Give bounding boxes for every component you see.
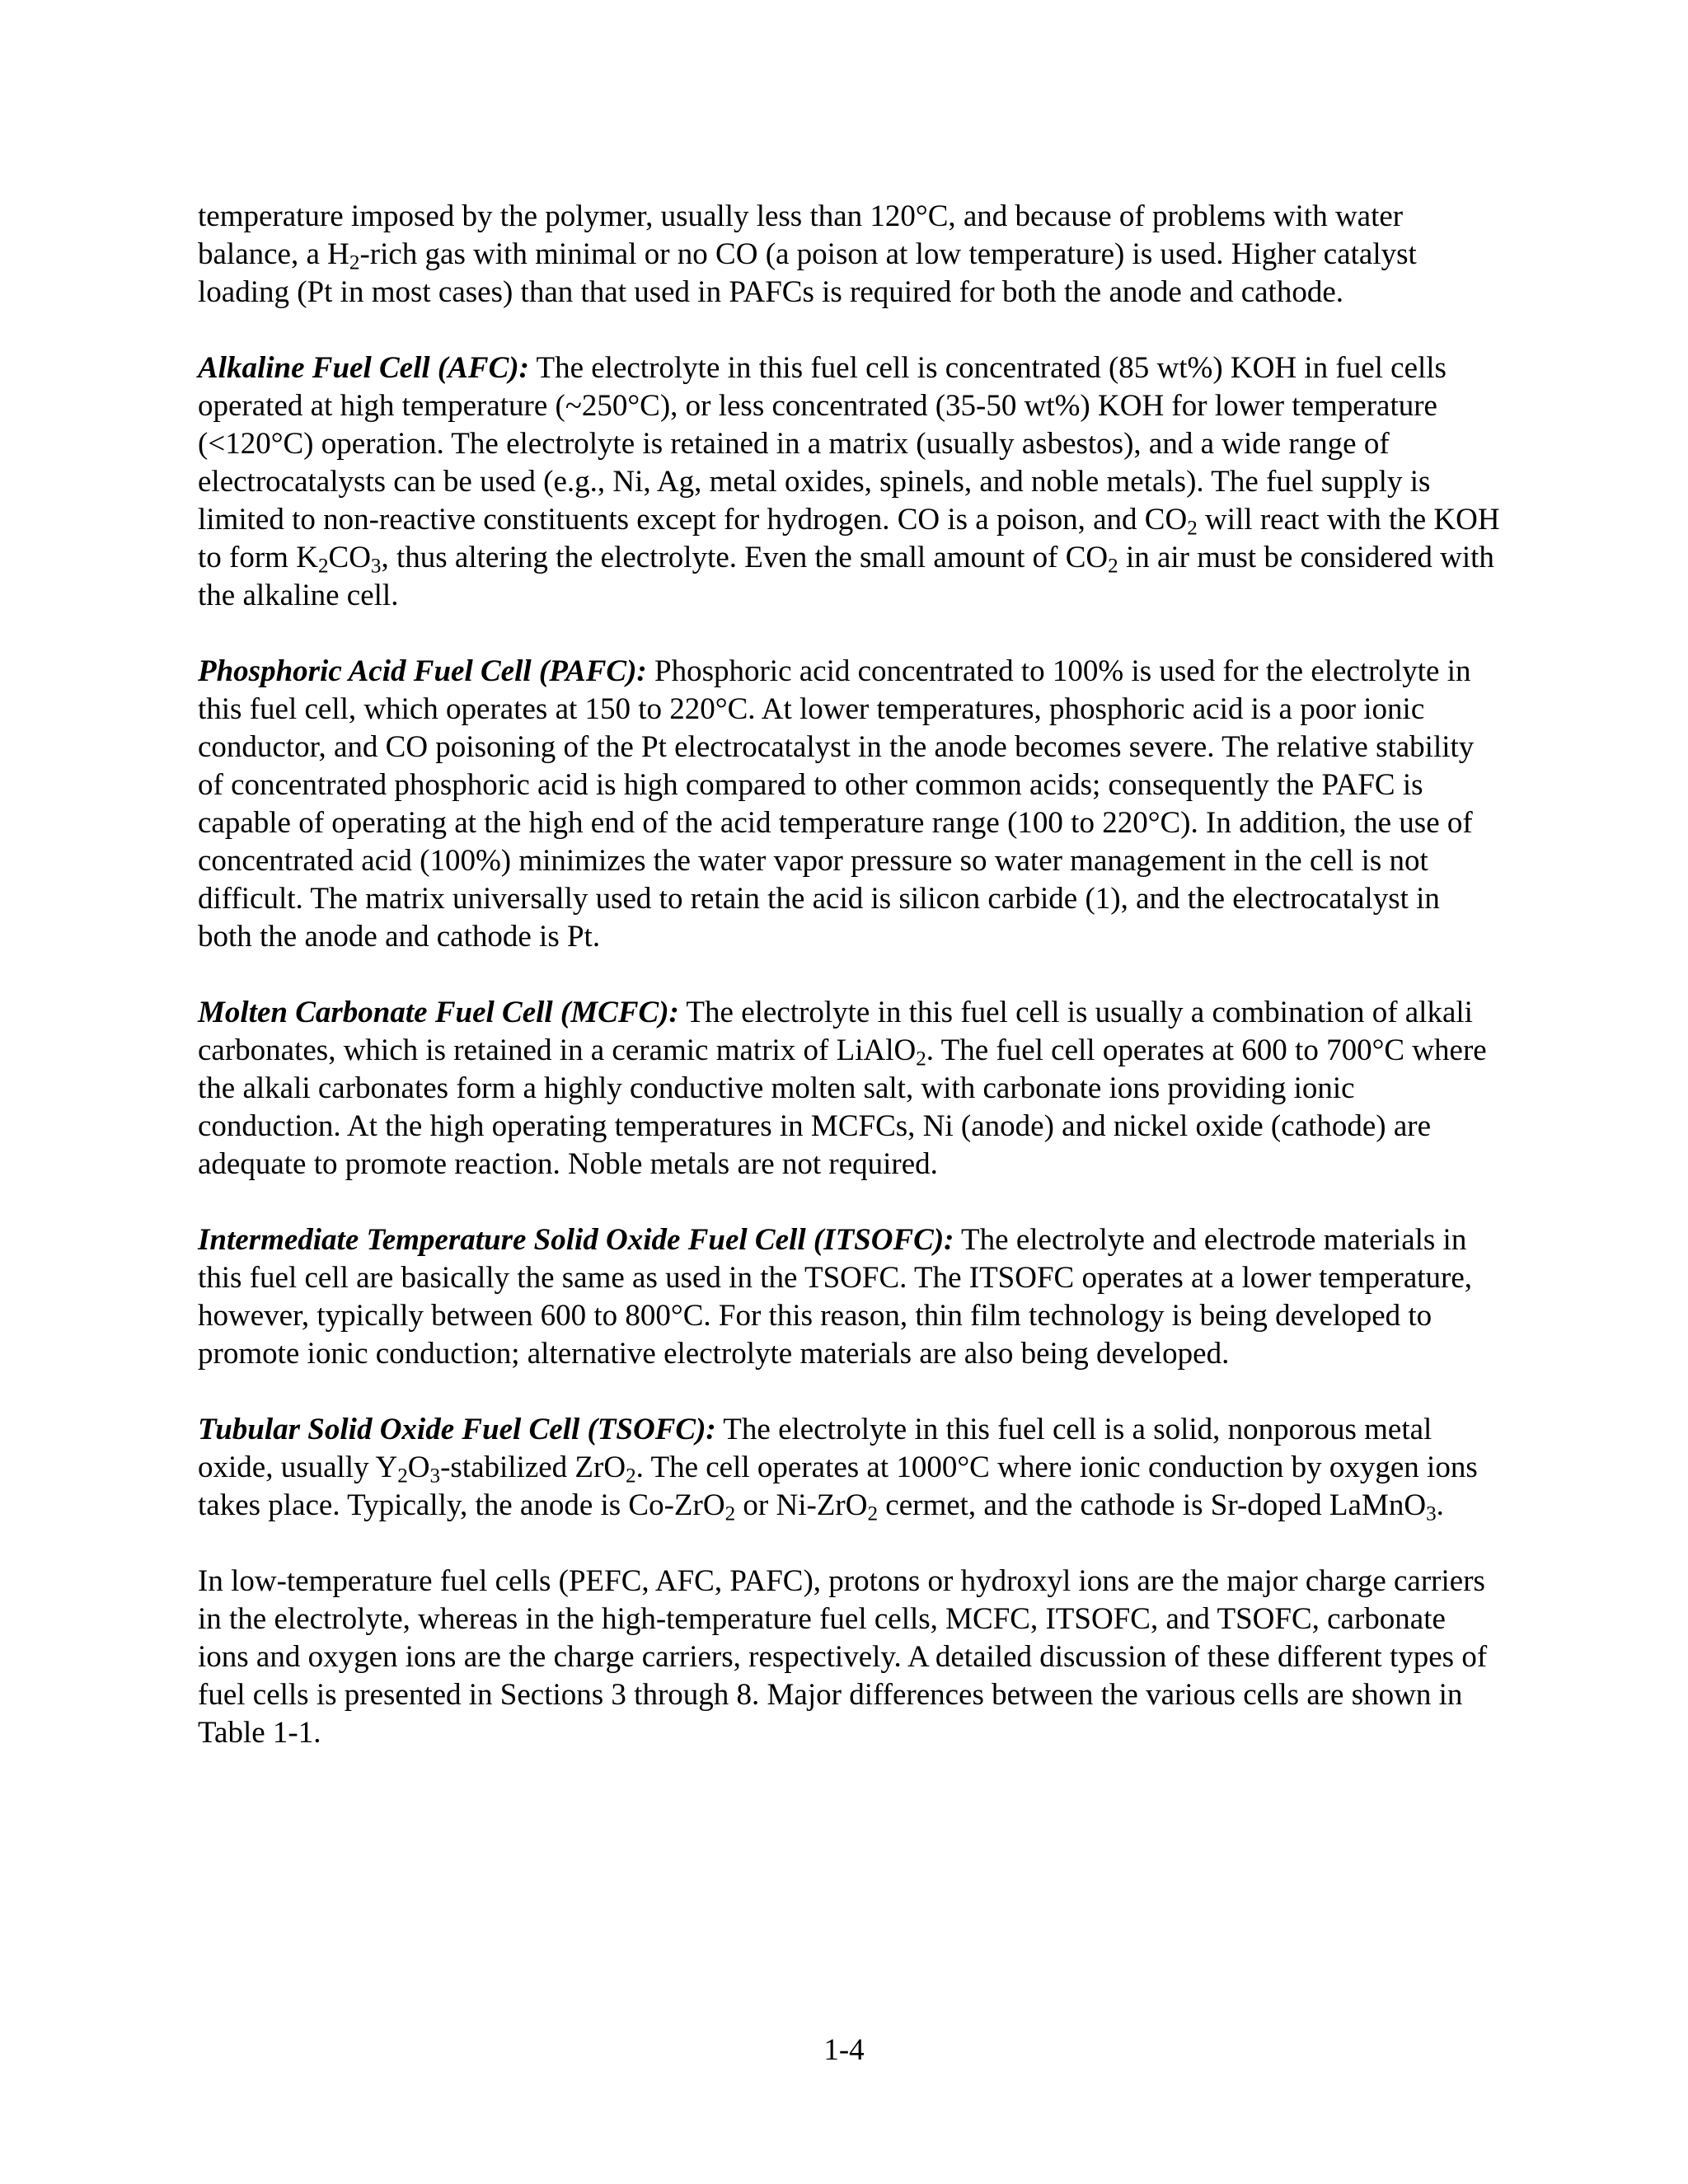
- subscript: 2: [1108, 555, 1118, 578]
- summary-paragraph: [198, 1563, 1500, 1752]
- subscript: 2: [1187, 517, 1198, 540]
- paragraph-text: . The cell operates at 1000°C where ionic conduction by oxygen ions takes place. Typically, the anode is Co-ZrO: [198, 1451, 1478, 1522]
- paragraph-text: O: [407, 1451, 430, 1484]
- mcfc-paragraph: [198, 994, 1500, 1183]
- subscript: 2: [867, 1502, 879, 1526]
- document-body: [198, 198, 1500, 1790]
- itsofc-heading: Intermediate Temperature Solid Oxide Fuel Cell (ITSOFC):: [198, 1223, 954, 1257]
- tsofc-heading: Tubular Solid Oxide Fuel Cell (TSOFC):: [198, 1413, 716, 1446]
- subscript: 2: [724, 1502, 736, 1526]
- subscript: 2: [349, 251, 360, 274]
- subscript: 2: [397, 1465, 408, 1488]
- paragraph-text: CO: [328, 541, 371, 574]
- paragraph-text: .: [1436, 1488, 1444, 1522]
- paragraph-text: The electrolyte in this fuel cell is concentrated (85 wt%) KOH in fuel cells operated at high temperature (~250°C), or less concentrated (35-50 wt%) KOH for lower temperature (<120°C) operation. The electrolyte is retained in a matrix (usually asbestos), and a wide range of electrocatalysts can be used (e.g., Ni, Ag, metal oxides, spinels, and noble metals). The fuel supply is limited to non-reactive constituents except for hydrogen. CO is a poison, and CO: [198, 351, 1447, 537]
- paragraph-text: temperature imposed by the polymer, usually less than 120°C, and because of problems with water balance, a H: [198, 199, 1404, 271]
- page-number: 1-4: [823, 2033, 865, 2067]
- paragraph-text: The electrolyte in this fuel cell is a solid, nonporous metal oxide, usually Y: [198, 1413, 1432, 1484]
- subscript: 2: [916, 1047, 926, 1071]
- afc-heading: Alkaline Fuel Cell (AFC):: [198, 351, 529, 385]
- tsofc-paragraph: [198, 1411, 1500, 1525]
- paragraph-text: will react with the KOH to form K: [198, 503, 1500, 574]
- paragraph-text: -stabilized ZrO: [440, 1451, 626, 1484]
- paragraph-text: , thus altering the electrolyte. Even the small amount of CO: [381, 541, 1109, 574]
- pafc-paragraph: [198, 653, 1500, 956]
- subscript: 3: [1426, 1502, 1437, 1526]
- paragraph-text: Phosphoric acid concentrated to 100% is used for the electrolyte in this fuel cell, which operates at 150 to 220°C. At lower temperatures, phosphoric acid is a poor ionic conductor, and CO poisoning of the Pt electrocatalyst in the anode becomes severe. The relative stability of concentrated phosphoric acid is high compared to other common acids; consequently the PAFC is capable of operating at the high end of the acid temperature range (100 to 220°C). In addition, the use of concentrated acid (100%) minimizes the water vapor pressure so water management in the cell is not difficult. The matrix universally used to retain the acid is silicon carbide (1), and the electrocatalyst in both the anode and cathode is Pt.: [198, 654, 1475, 954]
- paragraph-text: in air must be considered with the alkaline cell.: [198, 541, 1494, 612]
- paragraph-text: The electrolyte in this fuel cell is usually a combination of alkali carbonates, which is retained in a ceramic matrix of LiAlO: [198, 996, 1473, 1067]
- afc-paragraph: [198, 349, 1500, 615]
- paragraph-text: or Ni-ZrO: [735, 1488, 868, 1522]
- pafc-heading: Phosphoric Acid Fuel Cell (PAFC):: [198, 654, 647, 688]
- subscript: 2: [626, 1465, 636, 1488]
- subscript: 3: [429, 1465, 441, 1488]
- itsofc-paragraph: [198, 1221, 1500, 1373]
- paragraph-text: cermet, and the cathode is Sr-doped LaMnO: [878, 1488, 1427, 1522]
- mcfc-heading: Molten Carbonate Fuel Cell (MCFC):: [198, 996, 679, 1029]
- paragraph-text: . The fuel cell operates at 600 to 700°C where the alkali carbonates form a highly conductive molten salt, with carbonate ions providing ionic conduction. At the high operating temperatures in MCFCs, Ni (anode) and nickel oxide (cathode) are adequate to promote reaction. Noble metals are not required.: [198, 1033, 1487, 1181]
- paragraph-text: In low-temperature fuel cells (PEFC, AFC, PAFC), protons or hydroxyl ions are the major charge carriers in the electrolyte, whereas in the high-temperature fuel cells, MCFC, ITSOFC, and TSOFC, carbonate ions and oxygen ions are the charge carriers, respectively. A detailed discussion of these different types of fuel cells is presented in Sections 3 through 8. Major differences between the various cells are shown in Table 1-1.: [198, 1564, 1488, 1750]
- paragraph-text: -rich gas with minimal or no CO (a poison at low temperature) is used. Higher catalyst loading (Pt in most cases) than that used in PAFCs is required for both the anode and cathode.: [198, 237, 1417, 309]
- paragraph-text: The electrolyte and electrode materials in this fuel cell are basically the same as used in the TSOFC. The ITSOFC operates at a lower temperature, however, typically between 600 to 800°C. For this reason, thin film technology is being developed to promote ionic conduction; alternative electrolyte materials are also being developed.: [198, 1223, 1473, 1371]
- subscript: 2: [317, 555, 329, 578]
- continuation-paragraph: [198, 198, 1500, 312]
- subscript: 3: [370, 555, 382, 578]
